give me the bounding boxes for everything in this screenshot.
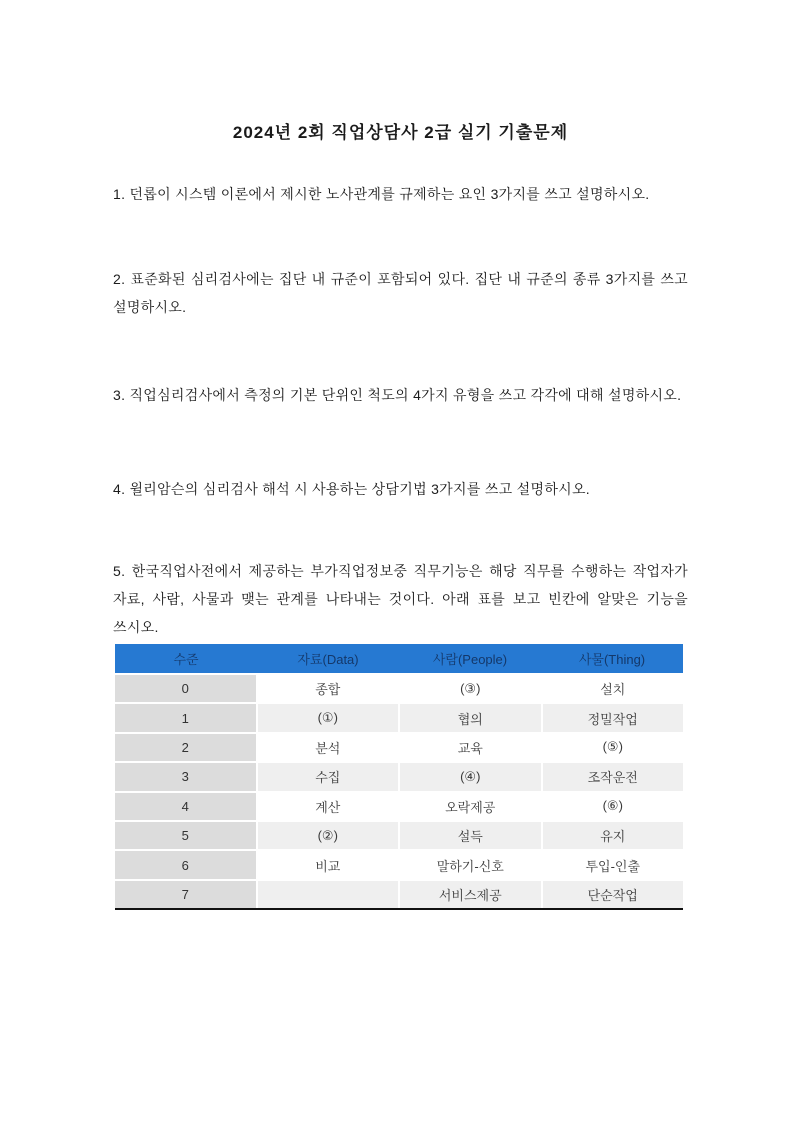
table-header-thing: 사물(Thing) [578, 652, 646, 667]
table-cell-people: (③) [400, 675, 541, 702]
table-row [115, 793, 683, 820]
table-row [115, 675, 683, 702]
table-cell-level: 5 [115, 822, 256, 849]
table-row [115, 763, 683, 790]
question-3: 3. 직업심리검사에서 측정의 기본 단위인 척도의 4가지 유형을 쓰고 각각에 대해 설명하시오. [113, 387, 682, 403]
table-cell-people: 협의 [400, 704, 541, 731]
table-cell-level: 0 [115, 675, 256, 702]
table-cell-data: 분석 [258, 734, 399, 761]
table-cell-data [258, 881, 399, 908]
page-title: 2024년 2회 직업상담사 2급 실기 기출문제 [232, 123, 569, 142]
table-header-row [115, 644, 683, 673]
table-cell-people: 오락제공 [400, 793, 541, 820]
job-functions-table [115, 644, 683, 910]
table-cell-thing: 단순작업 [543, 881, 684, 908]
table-body [115, 673, 683, 908]
table-cell-level: 2 [115, 734, 256, 761]
question-5: 5. 한국직업사전에서 제공하는 부가직업정보중 직무기능은 해당 직무를 수행하는 작업자가 자료, 사람, 사물과 맺는 관계를 나타내는 것이다. 아래 표를 보고 빈칸에 알맞은 기능을 쓰시오. [113, 563, 688, 635]
table-cell-level: 4 [115, 793, 256, 820]
table-row [115, 734, 683, 761]
table-cell-data: 비교 [258, 851, 399, 878]
table-cell-thing: 조작운전 [543, 763, 684, 790]
table-cell-thing: 유지 [543, 822, 684, 849]
table-cell-data: 종합 [258, 675, 399, 702]
table-cell-level: 7 [115, 881, 256, 908]
table-cell-thing: 설치 [543, 675, 684, 702]
table-cell-thing: 투입-인출 [543, 851, 684, 878]
table-header-level: 수준 [173, 652, 199, 667]
table-cell-people: 교육 [400, 734, 541, 761]
table-header-data: 자료(Data) [297, 652, 359, 667]
table-cell-thing: (⑥) [543, 793, 684, 820]
table-cell-thing: (⑤) [543, 734, 684, 761]
table-cell-people: 서비스제공 [400, 881, 541, 908]
table-cell-level: 3 [115, 763, 256, 790]
question-1: 1. 던롭이 시스템 이론에서 제시한 노사관계를 규제하는 요인 3가지를 쓰고 설명하시오. [113, 186, 650, 202]
table-header-people: 사람(People) [432, 652, 508, 667]
table-cell-data: (②) [258, 822, 399, 849]
table-cell-people: 설득 [400, 822, 541, 849]
table-row [115, 881, 683, 908]
table-cell-level: 1 [115, 704, 256, 731]
table-cell-level: 6 [115, 851, 256, 878]
question-2: 2. 표준화된 심리검사에는 집단 내 규준이 포함되어 있다. 집단 내 규준의 종류 3가지를 쓰고 설명하시오. [113, 271, 688, 315]
table-cell-people: (④) [400, 763, 541, 790]
table-cell-data: (①) [258, 704, 399, 731]
table-cell-data: 수집 [258, 763, 399, 790]
table-cell-people: 말하기-신호 [400, 851, 541, 878]
table-cell-data: 계산 [258, 793, 399, 820]
table-cell-thing: 정밀작업 [543, 704, 684, 731]
table-row [115, 704, 683, 731]
question-4: 4. 윌리암슨의 심리검사 해석 시 사용하는 상담기법 3가지를 쓰고 설명하시오. [113, 481, 590, 497]
table-row [115, 851, 683, 878]
table-row [115, 822, 683, 849]
